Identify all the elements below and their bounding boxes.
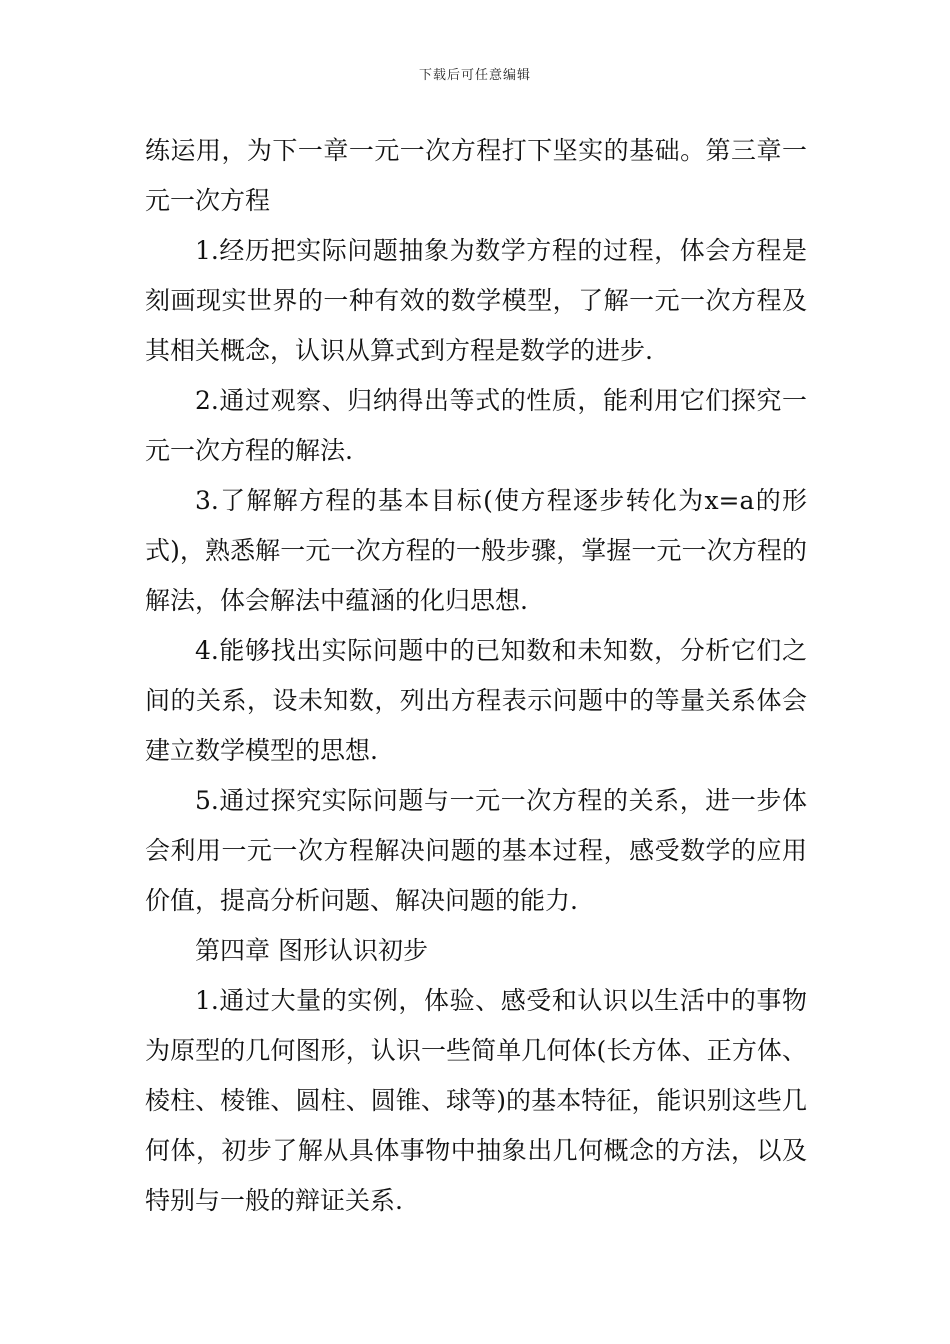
page-header: 下载后可任意编辑 [418,68,531,83]
paragraph: 3.了解解方程的基本目标(使方程逐步转化为x=a的形式)，熟悉解一元一次方程的一般步骤，掌握一元一次方程的解法，体会解法中蕴涵的化归思想. [145,486,807,615]
paragraph: 4.能够找出实际问题中的已知数和未知数，分析它们之间的关系，设未知数，列出方程表示问题中的等量关系体会建立数学模型的思想. [145,636,807,765]
paragraph: 1.经历把实际问题抽象为数学方程的过程，体会方程是刻画现实世界的一种有效的数学模型，了解一元一次方程及其相关概念，认识从算式到方程是数学的进步. [145,236,807,365]
paragraph: 2.通过观察、归纳得出等式的性质，能利用它们探究一元一次方程的解法. [145,386,807,465]
paragraph: 练运用，为下一章一元一次方程打下坚实的基础。第三章一元一次方程 [145,136,807,215]
paragraph: 5.通过探究实际问题与一元一次方程的关系，进一步体会利用一元一次方程解决问题的基本过程，感受数学的应用价值，提高分析问题、解决问题的能力. [145,786,807,915]
paragraph: 1.通过大量的实例，体验、感受和认识以生活中的事物为原型的几何图形，认识一些简单几何体(长方体、正方体、棱柱、棱锥、圆柱、圆锥、球等)的基本特征，能识别这些几何体，初步了解从具体事物中抽象出几何概念的方法，以及特别与一般的辩证关系. [145,986,807,1215]
document-body [145,126,807,1226]
section-heading: 第四章 图形认识初步 [195,936,428,965]
